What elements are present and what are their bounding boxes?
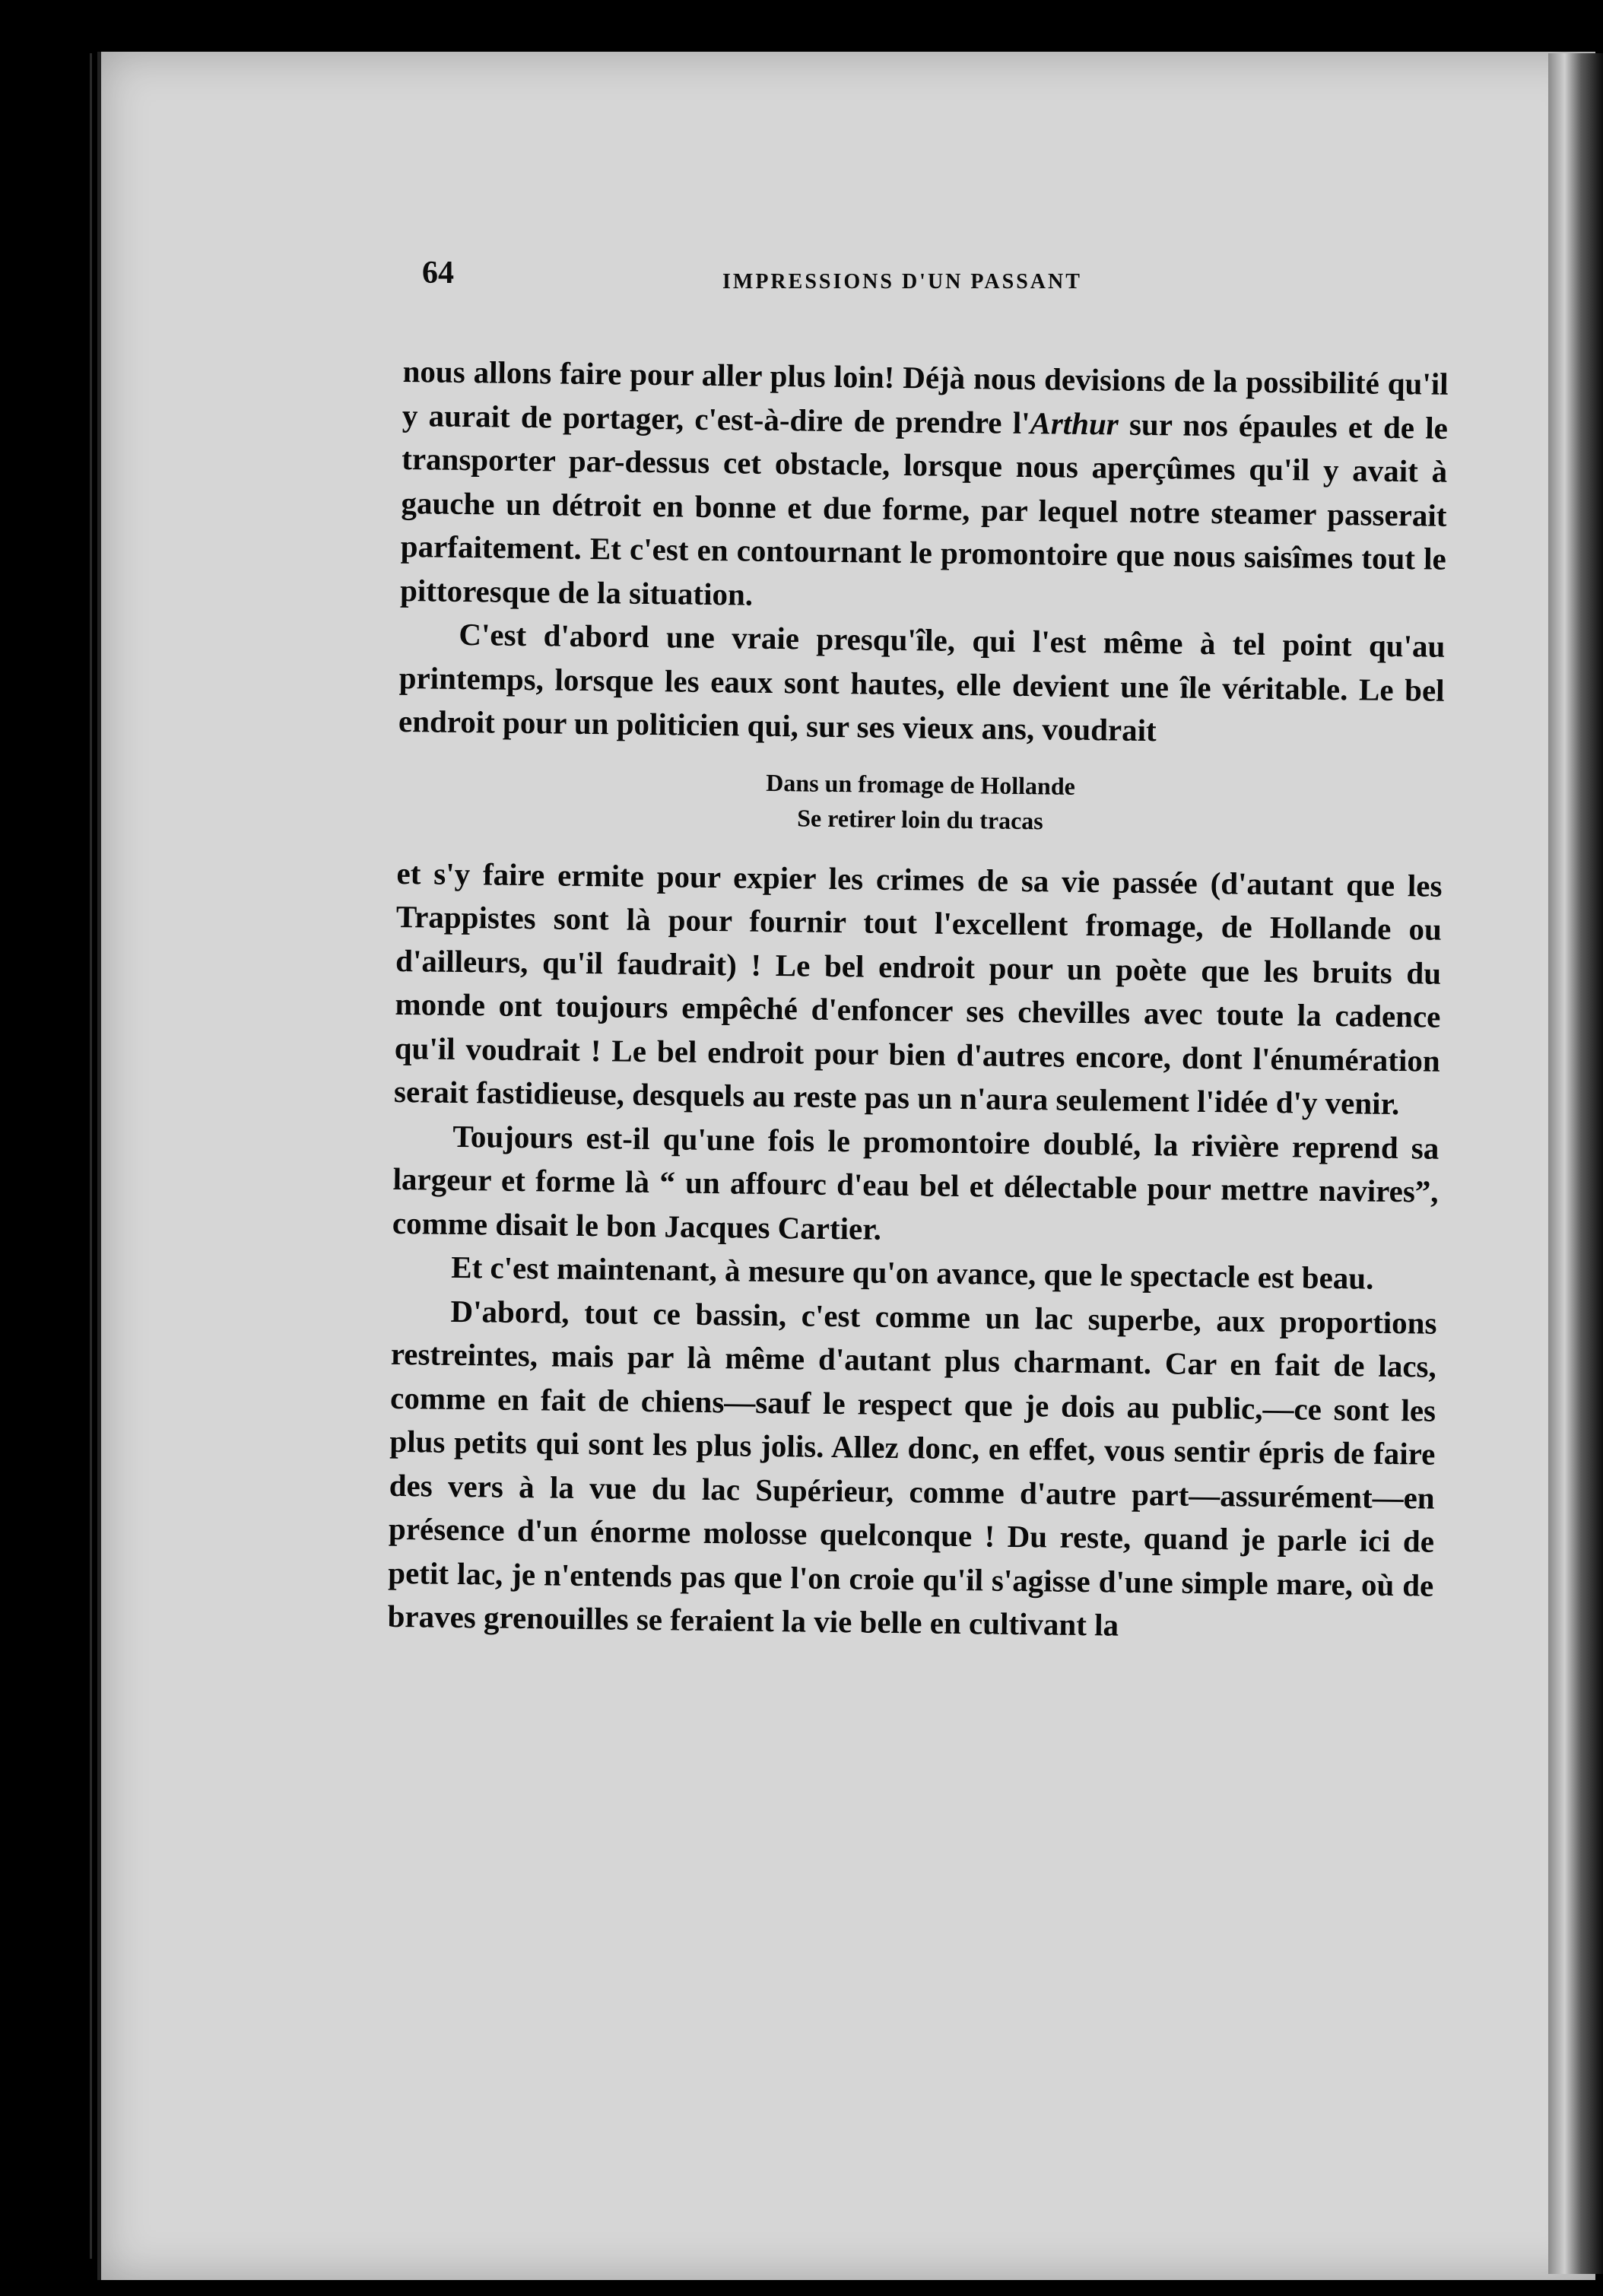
page-header — [422, 255, 1487, 308]
paragraph — [400, 350, 1449, 625]
verse-quote — [397, 760, 1443, 843]
page-edge-shadow — [1548, 53, 1603, 2274]
paragraph: Toujours est-il qu'une fois le promontoire doublé, la rivière reprend sa largeur et forme là “ un affourc d'eau bel et délectable pour mettre navires”, comme disait le bon Jacques Cartier. — [392, 1118, 1440, 1246]
body-text — [387, 350, 1449, 1651]
book-edge-line — [90, 53, 92, 2259]
paragraph: D'abord, tout ce bassin, c'est comme un lac superbe, aux proportions restreintes, mais par là même d'autant plus charmant. Car en fait de lacs, comme en fait de chiens—sauf le respect que je dois au public,—ce sont les plus petits qui sont les plus jolis. Allez donc, en effet, vous sentir épris de faire des vers à la vue du lac Supérieur, comme d'autre part—assurément—en présence d'un énorme molosse quelconque ! Du reste, quand je parle ici de petit lac, je n'entends pas que l'on croie qu'il s'agisse d'une simple mare, où de braves grenouilles se feraient la vie belle en cultivant la — [387, 1293, 1437, 1643]
verse-line: Se retirer loin du tracas — [797, 803, 1043, 834]
paragraph: C'est d'abord une vraie presqu'île, qui l'est même à tel point qu'au printemps, lorsque les eaux sont hautes, elle devient une île véritable. Le bel endroit pour un politicien qui, sur ses vieux ans, voudrait — [398, 616, 1446, 748]
running-head: IMPRESSIONS D'UN PASSANT — [722, 270, 1082, 294]
italic-ship-name: Arthur — [1030, 405, 1119, 441]
paragraph-text: sur nos épaules et de le transporter par-dessus cet obstacle, lorsque nous aperçûmes qu'il y avait à gauche un détroit en bonne et due forme, par lequel notre steamer passerait parfaitement. Et c'est en contournant le promontoire que nous saisîmes tout le pittoresque de la situation. — [399, 406, 1449, 612]
paragraph: Et c'est maintenant, à mesure qu'on avance, que le spectacle est beau. — [450, 1249, 1374, 1296]
paragraph-text: nous allons faire pour aller plus loin! Déjà nous devisions de la possibilité qu'il y aurait de portager, c'est-à-dire de prendre l' — [402, 353, 1449, 440]
page-number: 64 — [422, 256, 454, 291]
paragraph: et s'y faire ermite pour expier les crimes de sa vie passée (d'autant que les Trappistes sont là pour fournir tout l'excellent fromage, de Hollande ou d'ailleurs, qu'il faudrait) ! Le bel endroit pour un poète que les bruits du monde ont toujours empêché d'enfoncer ses chevilles avec toute la cadence qu'il voudrait ! Le bel endroit pour bien d'autres encore, dont l'énumération serait fastidieuse, desquels au reste pas un n'aura seulement l'idée d'y venir. — [393, 855, 1443, 1122]
verse-line: Dans un fromage de Hollande — [766, 768, 1076, 800]
